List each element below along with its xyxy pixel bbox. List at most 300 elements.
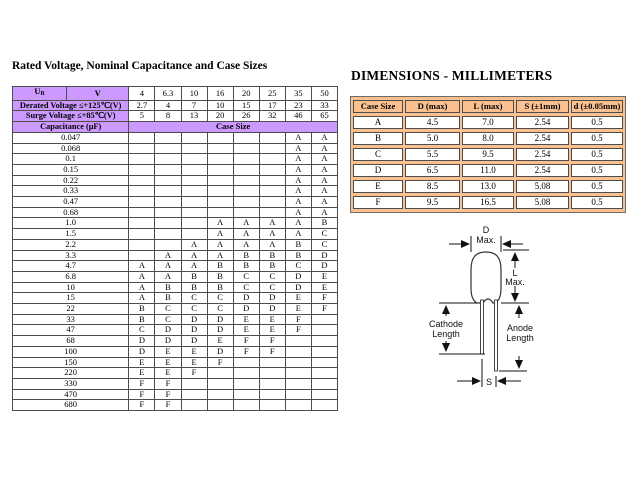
- dimension-value-cell: 6.5: [405, 164, 460, 177]
- case-size-cell: A: [181, 239, 207, 250]
- table-row: [13, 314, 338, 325]
- capacitance-value-cell: 15: [13, 293, 129, 304]
- case-size-cell: B: [259, 250, 285, 261]
- capacitance-value-cell: 680: [13, 400, 129, 411]
- dimension-value-cell: 0.5: [571, 132, 623, 145]
- case-size-cell: E: [129, 357, 155, 368]
- case-size-cell: C: [233, 282, 259, 293]
- case-size-cell: A: [311, 154, 337, 165]
- dimensions-table-body: [353, 116, 623, 209]
- case-size-cell: [259, 197, 285, 208]
- case-size-cell: [129, 229, 155, 240]
- case-size-cell: B: [207, 261, 233, 272]
- case-size-cell: [181, 154, 207, 165]
- dims-header-cell: Case Size: [353, 100, 403, 113]
- case-size-cell: E: [155, 346, 181, 357]
- case-size-cell: [129, 197, 155, 208]
- case-size-cell: E: [207, 336, 233, 347]
- case-size-cell: E: [155, 368, 181, 379]
- case-size-cell: [233, 357, 259, 368]
- case-size-cell: D: [207, 314, 233, 325]
- case-size-cell: [181, 164, 207, 175]
- case-size-cell: A: [233, 229, 259, 240]
- case-size-cell: C: [181, 304, 207, 315]
- table-row: [13, 261, 338, 272]
- case-size-cell: [207, 197, 233, 208]
- case-size-cell: D: [207, 346, 233, 357]
- derated-cell: 7: [181, 100, 207, 111]
- case-size-cell: E: [285, 293, 311, 304]
- case-size-cell: [129, 132, 155, 143]
- l-max-label: L: [512, 268, 518, 278]
- table-row: [13, 378, 338, 389]
- case-size-cell: E: [311, 282, 337, 293]
- table-row: [13, 143, 338, 154]
- case-size-cell: [285, 336, 311, 347]
- case-size-cell: F: [129, 400, 155, 411]
- case-size-cell: [259, 154, 285, 165]
- dimension-value-cell: 0.5: [571, 180, 623, 193]
- case-size-cell: D: [259, 304, 285, 315]
- capacitance-value-cell: 0.1: [13, 154, 129, 165]
- case-size-cell: A: [285, 154, 311, 165]
- case-size-cell: [259, 186, 285, 197]
- case-size-cell: [285, 400, 311, 411]
- table-row: [13, 389, 338, 400]
- dimension-value-cell: 2.54: [516, 164, 569, 177]
- case-size-cell: D: [233, 293, 259, 304]
- dimension-value-cell: 0.5: [571, 164, 623, 177]
- capacitance-value-cell: 1.5: [13, 229, 129, 240]
- case-size-cell: [129, 164, 155, 175]
- capacitor-body: [471, 252, 501, 303]
- dimension-value-cell: 16.5: [462, 196, 514, 209]
- case-size-cell: [155, 239, 181, 250]
- surge-cell: 13: [181, 111, 207, 122]
- case-size-cell: F: [285, 314, 311, 325]
- case-size-cell: [181, 143, 207, 154]
- case-size-cell: C: [233, 271, 259, 282]
- case-size-cell: [311, 378, 337, 389]
- case-size-cell: A: [129, 271, 155, 282]
- table-row: [13, 357, 338, 368]
- case-size-cell: B: [181, 282, 207, 293]
- case-size-cell: [311, 336, 337, 347]
- voltage-cell: 35: [285, 87, 311, 101]
- l-max-label: Max.: [505, 277, 525, 287]
- capacitance-value-cell: 2.2: [13, 239, 129, 250]
- case-size-cell: C: [259, 271, 285, 282]
- table-row: [13, 154, 338, 165]
- cathode-length-label: Length: [432, 329, 460, 339]
- case-size-label: Case Size: [129, 122, 338, 133]
- ur-header-cell: $U_R$: [13, 87, 67, 101]
- dims-header-cell: D (max): [405, 100, 460, 113]
- case-size-cell: F: [259, 346, 285, 357]
- case-size-cell: B: [181, 271, 207, 282]
- dimension-value-cell: 2.54: [516, 116, 569, 129]
- table-row: [13, 368, 338, 379]
- table-row: [353, 180, 623, 193]
- case-size-cell: A: [285, 143, 311, 154]
- case-size-cell: B: [233, 261, 259, 272]
- case-size-cell: A: [155, 261, 181, 272]
- case-size-cell: [155, 218, 181, 229]
- case-size-cell: [259, 389, 285, 400]
- case-size-cell: B: [155, 293, 181, 304]
- capacitance-value-cell: 0.047: [13, 132, 129, 143]
- surge-cell: 46: [285, 111, 311, 122]
- capacitance-value-cell: 0.47: [13, 197, 129, 208]
- dimension-value-cell: A: [353, 116, 403, 129]
- case-size-cell: D: [311, 261, 337, 272]
- case-size-cell: D: [129, 336, 155, 347]
- table-row: [13, 346, 338, 357]
- case-size-cell: [259, 143, 285, 154]
- voltage-cell: 10: [181, 87, 207, 101]
- case-size-cell: [233, 389, 259, 400]
- case-size-cell: A: [311, 207, 337, 218]
- voltage-cell: 4: [129, 87, 155, 101]
- voltage-cell: 20: [233, 87, 259, 101]
- case-size-cell: [129, 186, 155, 197]
- d-max-label: Max.: [476, 235, 496, 245]
- anode-length-label: Anode: [506, 323, 534, 333]
- case-size-cell: A: [207, 250, 233, 261]
- case-size-cell: A: [233, 239, 259, 250]
- case-size-cell: [259, 357, 285, 368]
- case-size-cell: A: [285, 186, 311, 197]
- case-size-cell: [181, 378, 207, 389]
- cathode-length-label: Cathode: [428, 319, 464, 329]
- case-size-cell: [129, 239, 155, 250]
- case-size-cell: D: [285, 282, 311, 293]
- rated-table-title: Rated Voltage, Nominal Capacitance and Case Sizes: [12, 60, 268, 72]
- dimension-value-cell: 9.5: [405, 196, 460, 209]
- dimensions-table: [350, 96, 626, 213]
- surge-cell: 26: [233, 111, 259, 122]
- case-size-cell: [155, 154, 181, 165]
- table-row: [13, 304, 338, 315]
- dimension-value-cell: 0.5: [571, 116, 623, 129]
- case-size-cell: [129, 154, 155, 165]
- case-size-cell: C: [259, 282, 285, 293]
- case-size-cell: F: [155, 389, 181, 400]
- dimension-value-cell: 9.5: [462, 148, 514, 161]
- capacitance-value-cell: 470: [13, 389, 129, 400]
- case-size-cell: [181, 132, 207, 143]
- dimension-value-cell: B: [353, 132, 403, 145]
- case-size-cell: [285, 378, 311, 389]
- dims-header-cell: d (±0.05mm): [571, 100, 623, 113]
- case-size-cell: C: [181, 293, 207, 304]
- dimension-value-cell: 5.0: [405, 132, 460, 145]
- case-size-cell: A: [207, 218, 233, 229]
- case-size-cell: [207, 154, 233, 165]
- dimensions-header-row: [353, 100, 623, 113]
- case-size-cell: [233, 164, 259, 175]
- case-size-cell: B: [155, 282, 181, 293]
- capacitance-value-cell: 330: [13, 378, 129, 389]
- table-row: [13, 207, 338, 218]
- case-size-cell: C: [155, 304, 181, 315]
- case-size-cell: A: [181, 261, 207, 272]
- case-size-cell: E: [233, 314, 259, 325]
- case-size-cell: A: [285, 197, 311, 208]
- surge-cell: 5: [129, 111, 155, 122]
- dimension-value-cell: 8.5: [405, 180, 460, 193]
- case-size-cell: [155, 143, 181, 154]
- case-size-cell: E: [181, 357, 207, 368]
- table-row: [13, 400, 338, 411]
- voltage-cell: 50: [311, 87, 337, 101]
- case-size-cell: A: [311, 143, 337, 154]
- case-size-cell: [233, 132, 259, 143]
- table-row: [353, 148, 623, 161]
- dims-header-cell: L (max): [462, 100, 514, 113]
- case-size-cell: E: [259, 325, 285, 336]
- case-size-cell: A: [259, 239, 285, 250]
- case-size-cell: [155, 132, 181, 143]
- case-size-cell: F: [311, 293, 337, 304]
- case-size-cell: E: [129, 368, 155, 379]
- table-row: [13, 282, 338, 293]
- table-row: [353, 164, 623, 177]
- capacitance-value-cell: 150: [13, 357, 129, 368]
- table-row: [13, 250, 338, 261]
- table-row: [13, 271, 338, 282]
- case-size-cell: [233, 207, 259, 218]
- capacitance-value-cell: 0.068: [13, 143, 129, 154]
- derated-voltage-label: Derated Voltage ≤+125℃(V): [13, 100, 129, 111]
- case-size-cell: [207, 389, 233, 400]
- rated-case-table-body: [13, 132, 338, 410]
- capacitance-value-cell: 0.22: [13, 175, 129, 186]
- case-size-cell: [259, 378, 285, 389]
- case-size-cell: [311, 400, 337, 411]
- table-row-derated: [13, 100, 338, 111]
- case-size-cell: A: [233, 218, 259, 229]
- case-size-cell: [207, 368, 233, 379]
- table-row: [13, 132, 338, 143]
- table-row: [13, 325, 338, 336]
- case-size-cell: A: [129, 282, 155, 293]
- case-size-cell: A: [259, 218, 285, 229]
- case-size-cell: A: [285, 164, 311, 175]
- case-size-cell: [233, 400, 259, 411]
- s-label: S: [485, 377, 493, 387]
- case-size-cell: [129, 175, 155, 186]
- case-size-cell: E: [311, 271, 337, 282]
- derated-cell: 4: [155, 100, 181, 111]
- table-row-capacitance-header: [13, 122, 338, 133]
- case-size-cell: F: [181, 368, 207, 379]
- case-size-cell: A: [155, 271, 181, 282]
- case-size-cell: E: [233, 325, 259, 336]
- case-size-cell: [233, 378, 259, 389]
- case-size-cell: [311, 314, 337, 325]
- table-row-surge: [13, 111, 338, 122]
- anode-lead: [495, 300, 498, 371]
- case-size-cell: [129, 207, 155, 218]
- derated-cell: 33: [311, 100, 337, 111]
- derated-cell: 15: [233, 100, 259, 111]
- capacitance-value-cell: 0.15: [13, 164, 129, 175]
- case-size-cell: B: [233, 250, 259, 261]
- dimension-value-cell: 5.08: [516, 180, 569, 193]
- derated-cell: 17: [259, 100, 285, 111]
- case-size-cell: [181, 186, 207, 197]
- capacitance-value-cell: 4.7: [13, 261, 129, 272]
- capacitance-value-cell: 22: [13, 304, 129, 315]
- derated-cell: 23: [285, 100, 311, 111]
- case-size-cell: D: [155, 336, 181, 347]
- case-size-cell: [233, 186, 259, 197]
- case-size-cell: A: [129, 293, 155, 304]
- case-size-cell: [207, 132, 233, 143]
- case-size-cell: D: [155, 325, 181, 336]
- case-size-cell: [129, 250, 155, 261]
- case-size-cell: [259, 175, 285, 186]
- case-size-cell: E: [259, 314, 285, 325]
- capacitance-value-cell: 3.3: [13, 250, 129, 261]
- case-size-cell: B: [285, 250, 311, 261]
- case-size-cell: A: [311, 164, 337, 175]
- capacitance-value-cell: 1.0: [13, 218, 129, 229]
- case-size-cell: A: [207, 229, 233, 240]
- capacitance-value-cell: 220: [13, 368, 129, 379]
- case-size-cell: [285, 346, 311, 357]
- case-size-cell: F: [233, 336, 259, 347]
- capacitance-value-cell: 68: [13, 336, 129, 347]
- dimension-value-cell: 7.0: [462, 116, 514, 129]
- voltage-cell: 6.3: [155, 87, 181, 101]
- case-size-cell: C: [311, 229, 337, 240]
- case-size-cell: [311, 389, 337, 400]
- d-max-label: D: [482, 225, 490, 235]
- case-size-cell: A: [311, 197, 337, 208]
- case-size-cell: A: [285, 175, 311, 186]
- case-size-cell: F: [129, 378, 155, 389]
- case-size-cell: D: [129, 346, 155, 357]
- case-size-cell: [233, 197, 259, 208]
- case-size-cell: E: [181, 346, 207, 357]
- dimensions-title: DIMENSIONS - MILLIMETERS: [351, 68, 553, 83]
- capacitance-value-cell: 10: [13, 282, 129, 293]
- case-size-cell: [259, 207, 285, 218]
- case-size-cell: [181, 197, 207, 208]
- table-row: [13, 239, 338, 250]
- case-size-cell: F: [259, 336, 285, 347]
- table-row: [13, 175, 338, 186]
- dimension-value-cell: F: [353, 196, 403, 209]
- case-size-cell: [259, 164, 285, 175]
- case-size-cell: E: [155, 357, 181, 368]
- table-row: [13, 164, 338, 175]
- dimension-value-cell: E: [353, 180, 403, 193]
- case-size-cell: F: [207, 357, 233, 368]
- dimension-value-cell: 5.08: [516, 196, 569, 209]
- derated-cell: 10: [207, 100, 233, 111]
- dimension-value-cell: 8.0: [462, 132, 514, 145]
- case-size-cell: D: [285, 271, 311, 282]
- case-size-cell: [311, 346, 337, 357]
- voltage-cell: 16: [207, 87, 233, 101]
- table-row: [13, 186, 338, 197]
- case-size-cell: C: [207, 293, 233, 304]
- case-size-cell: F: [233, 346, 259, 357]
- case-size-cell: [233, 154, 259, 165]
- case-size-cell: [155, 175, 181, 186]
- capacitance-value-cell: 47: [13, 325, 129, 336]
- case-size-cell: F: [285, 325, 311, 336]
- case-size-cell: [259, 368, 285, 379]
- case-size-cell: D: [233, 304, 259, 315]
- case-size-cell: [129, 218, 155, 229]
- case-size-cell: A: [207, 239, 233, 250]
- case-size-cell: D: [259, 293, 285, 304]
- case-size-cell: D: [181, 336, 207, 347]
- dimension-value-cell: 13.0: [462, 180, 514, 193]
- case-size-cell: B: [207, 282, 233, 293]
- case-size-cell: F: [311, 304, 337, 315]
- dimension-value-cell: 11.0: [462, 164, 514, 177]
- case-size-cell: A: [311, 175, 337, 186]
- case-size-cell: [233, 175, 259, 186]
- surge-voltage-label: Surge Voltage ≤+85℃(V): [13, 111, 129, 122]
- capacitance-label: Capacitance (μF): [13, 122, 129, 133]
- case-size-cell: A: [311, 132, 337, 143]
- case-size-cell: [285, 357, 311, 368]
- case-size-cell: D: [181, 314, 207, 325]
- case-size-cell: [181, 389, 207, 400]
- case-size-cell: [311, 325, 337, 336]
- case-size-cell: C: [311, 239, 337, 250]
- case-size-cell: F: [155, 378, 181, 389]
- case-size-cell: A: [285, 207, 311, 218]
- table-row: [13, 336, 338, 347]
- surge-cell: 32: [259, 111, 285, 122]
- case-size-cell: A: [181, 250, 207, 261]
- case-size-cell: [181, 218, 207, 229]
- case-size-cell: [207, 186, 233, 197]
- case-size-cell: B: [285, 239, 311, 250]
- case-size-cell: [129, 143, 155, 154]
- case-size-cell: B: [129, 304, 155, 315]
- case-size-cell: [233, 143, 259, 154]
- table-row: [353, 196, 623, 209]
- case-size-cell: E: [285, 304, 311, 315]
- dimension-value-cell: 0.5: [571, 196, 623, 209]
- case-size-cell: [181, 400, 207, 411]
- table-row-ur: [13, 87, 338, 101]
- case-size-cell: A: [285, 229, 311, 240]
- case-size-cell: A: [285, 218, 311, 229]
- capacitance-value-cell: 33: [13, 314, 129, 325]
- case-size-cell: [181, 207, 207, 218]
- case-size-cell: B: [259, 261, 285, 272]
- capacitance-value-cell: 0.68: [13, 207, 129, 218]
- case-size-cell: B: [311, 218, 337, 229]
- anode-length-label: Length: [506, 333, 534, 343]
- case-size-cell: C: [285, 261, 311, 272]
- case-size-cell: [207, 378, 233, 389]
- table-row: [13, 293, 338, 304]
- case-size-cell: [155, 229, 181, 240]
- case-size-cell: A: [129, 261, 155, 272]
- case-size-cell: [207, 164, 233, 175]
- case-size-cell: [181, 229, 207, 240]
